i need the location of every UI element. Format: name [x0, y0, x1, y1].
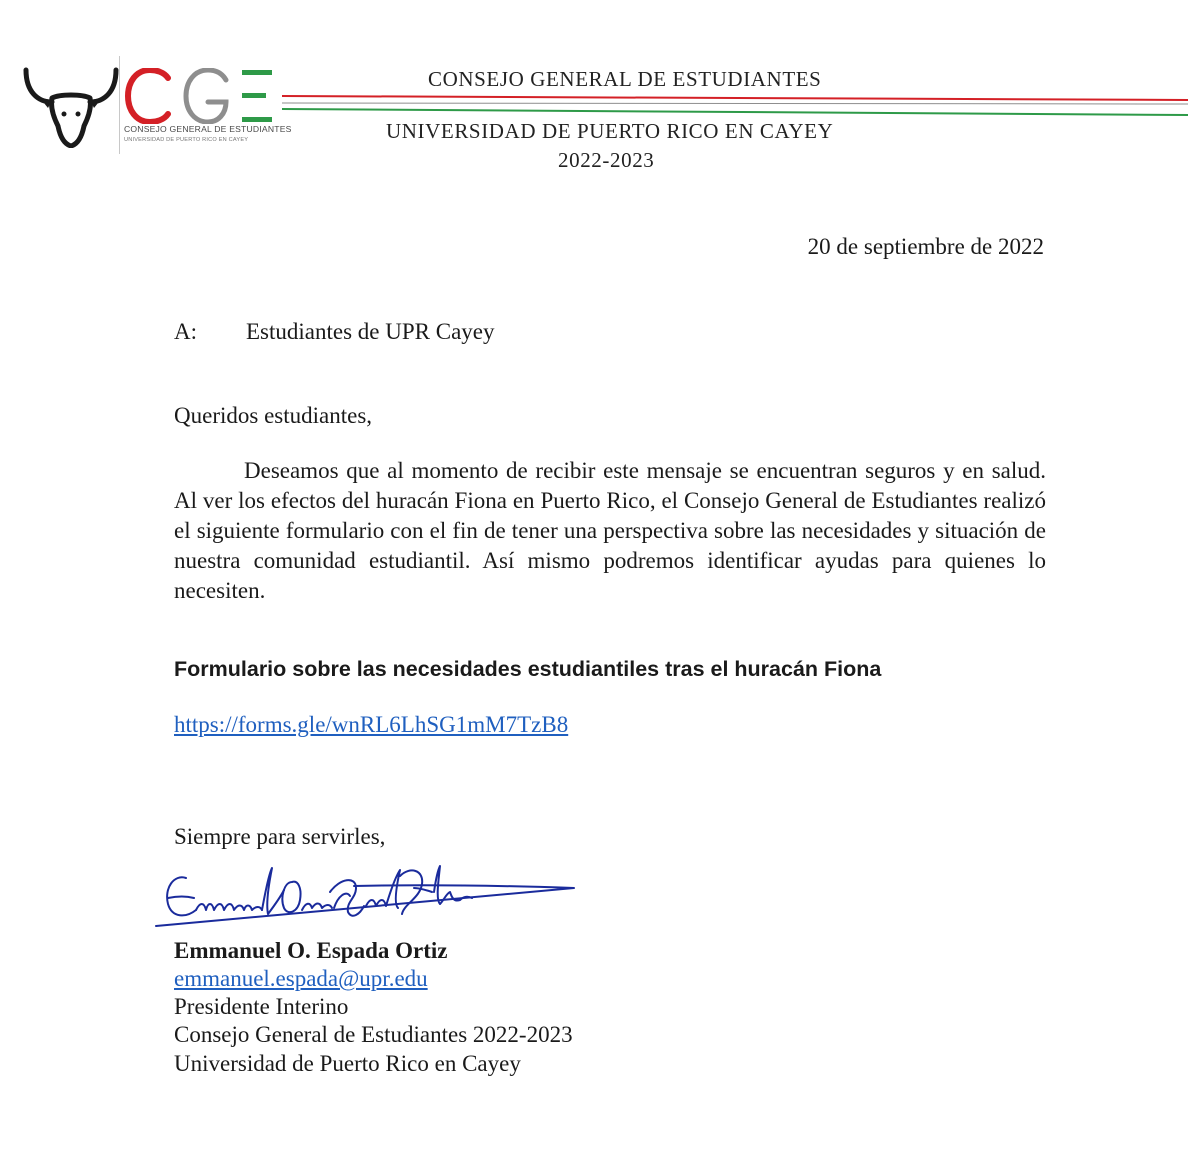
logo-divider [119, 56, 120, 154]
recipient-value: Estudiantes de UPR Cayey [246, 319, 495, 344]
header-rules [282, 90, 1188, 120]
header-university-title: UNIVERSIDAD DE PUERTO RICO EN CAYEY [386, 119, 834, 143]
signer-title: Presidente Interino [174, 994, 349, 1019]
header-council-title: CONSEJO GENERAL DE ESTUDIANTES [428, 67, 822, 91]
header-years: 2022-2023 [558, 148, 655, 172]
letter-date: 20 de septiembre de 2022 [807, 234, 1044, 259]
letter-greeting: Queridos estudiantes, [174, 403, 373, 428]
logo-subtitle-university: UNIVERSIDAD DE PUERTO RICO EN CAYEY [124, 137, 249, 143]
cge-logo-mark [124, 68, 276, 124]
letter-body-paragraph: Deseamos que al momento de recibir este mensaje se encuentran seguros y en salud. Al ver los efectos del huracán Fiona en Puerto Rico, el Consejo General de Estudiantes realizó el siguiente formulario con el fin de tener una perspectiva sobre las necesidades y situación de nuestra comunidad estudiantil. Así mismo podremos identificar ayudas para quienes lo necesiten. [174, 458, 1046, 603]
form-title: Formulario sobre las necesidades estudiantiles tras el huracán Fiona [174, 657, 882, 681]
form-link[interactable]: https://forms.gle/wnRL6LhSG1mM7TzB8 [174, 712, 569, 737]
signer-university: Universidad de Puerto Rico en Cayey [174, 1051, 521, 1076]
handwritten-signature [134, 848, 579, 948]
signer-email-link[interactable]: emmanuel.espada@upr.edu [174, 966, 428, 991]
signer-organization: Consejo General de Estudiantes 2022-2023 [174, 1022, 573, 1047]
logo-subtitle-council: CONSEJO GENERAL DE ESTUDIANTES [124, 124, 292, 134]
letter-closing: Siempre para servirles, [174, 824, 386, 849]
bull-head-icon [22, 62, 120, 148]
recipient-label: A: [174, 319, 197, 344]
signer-name: Emmanuel O. Espada Ortiz [174, 938, 448, 963]
